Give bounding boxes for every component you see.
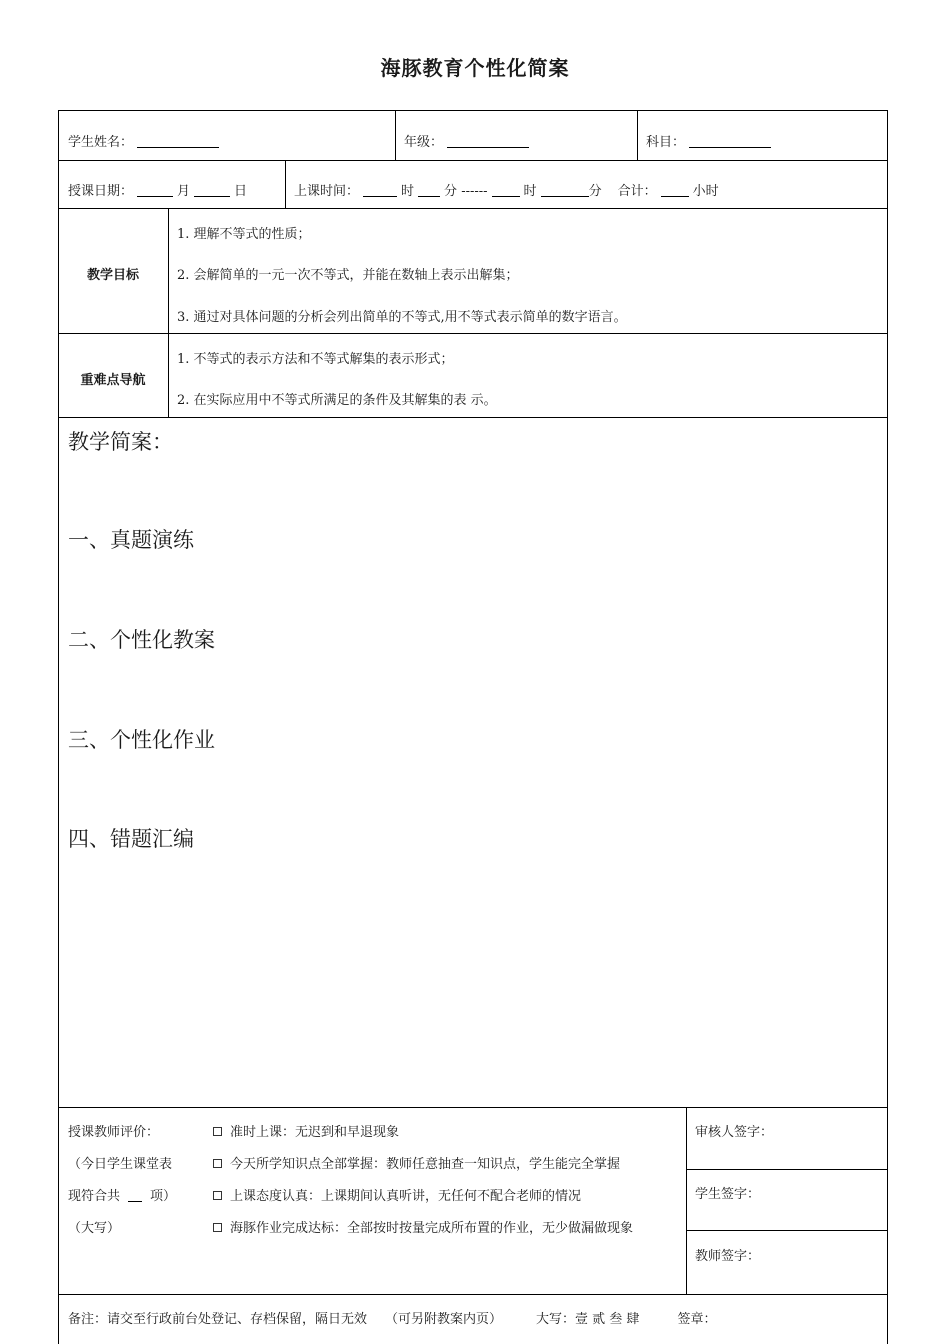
total-unit: 小时 bbox=[692, 184, 719, 199]
checkbox-item[interactable] bbox=[213, 1125, 399, 1141]
grade-field[interactable] bbox=[404, 135, 533, 151]
goals-label: 教学目标 bbox=[86, 268, 139, 283]
footer-note bbox=[68, 1312, 716, 1328]
grade-label: 年级： bbox=[404, 135, 444, 150]
checkbox-item[interactable] bbox=[213, 1157, 620, 1173]
footer-attach-text: （可另附教案内页） bbox=[385, 1312, 503, 1327]
goal-item: 3. 通过对具体问题的分析会列出简单的不等式,用不等式表示简单的数字语言。 bbox=[177, 310, 627, 325]
plan-heading: 教学简案： bbox=[68, 430, 173, 454]
subject-label: 科目： bbox=[646, 135, 686, 150]
plan-section: 四、错题汇编 bbox=[68, 827, 194, 851]
plan-section: 一、真题演练 bbox=[68, 528, 194, 552]
reviewer-signature-field[interactable]: 审核人签字： bbox=[695, 1125, 774, 1140]
focus-item: 1. 不等式的表示方法和不等式解集的表示形式； bbox=[177, 352, 454, 367]
checkbox-item[interactable] bbox=[213, 1221, 633, 1237]
day-label: 日 bbox=[234, 184, 248, 199]
evaluation-count-field[interactable] bbox=[68, 1189, 176, 1205]
goal-item: 1. 理解不等式的性质； bbox=[177, 227, 311, 242]
time-label: 上课时间： bbox=[294, 184, 360, 199]
evaluation-label: 授课教师评价： bbox=[68, 1125, 160, 1140]
plan-section: 三、个性化作业 bbox=[68, 728, 215, 752]
class-time-field[interactable] bbox=[294, 184, 719, 200]
time-dashes: ------ bbox=[461, 184, 488, 199]
evaluation-count-prefix: 现符合共 bbox=[68, 1189, 121, 1204]
teacher-signature-field[interactable]: 教师签字： bbox=[695, 1249, 761, 1264]
stamp-field[interactable]: 签章： bbox=[677, 1312, 717, 1327]
date-label: 授课日期： bbox=[68, 184, 134, 199]
evaluation-count-suffix: 项） bbox=[150, 1189, 177, 1204]
footer-note-text: 备注：请交至行政前台处登记、存档保留，隔日无效 bbox=[68, 1312, 368, 1327]
checkbox-item[interactable] bbox=[213, 1189, 581, 1205]
total-label: 合计： bbox=[617, 184, 657, 199]
checkbox-label: 上课态度认真：上课期间认真听讲，无任何不配合老师的情况 bbox=[230, 1189, 582, 1204]
checkbox-icon[interactable] bbox=[213, 1191, 222, 1200]
student-name-field[interactable] bbox=[68, 135, 223, 151]
checkbox-icon[interactable] bbox=[213, 1223, 222, 1232]
checkbox-icon[interactable] bbox=[213, 1159, 222, 1168]
checkbox-icon[interactable] bbox=[213, 1127, 222, 1136]
plan-section: 二、个性化教案 bbox=[68, 628, 215, 652]
hour-label-1: 时 bbox=[401, 184, 415, 199]
checkbox-label: 准时上课：无迟到和早退现象 bbox=[230, 1125, 400, 1140]
footer-capital-text: 大写：壹 贰 叁 肆 bbox=[536, 1312, 640, 1327]
subject-field[interactable] bbox=[646, 135, 775, 151]
focus-item: 2. 在实际应用中不等式所满足的条件及其解集的表 示。 bbox=[177, 393, 497, 408]
class-date-field[interactable] bbox=[68, 184, 247, 200]
minute-label-2: 分 bbox=[588, 184, 602, 199]
student-name-label: 学生姓名： bbox=[68, 135, 134, 150]
evaluation-label: （今日学生课堂表 bbox=[68, 1157, 173, 1172]
minute-label-1: 分 bbox=[444, 184, 458, 199]
focus-label: 重难点导航 bbox=[80, 373, 146, 388]
student-signature-field[interactable]: 学生签字： bbox=[695, 1187, 761, 1202]
hour-label-2: 时 bbox=[523, 184, 537, 199]
month-label: 月 bbox=[177, 184, 191, 199]
goal-item: 2. 会解简单的一元一次不等式，并能在数轴上表示出解集； bbox=[177, 268, 519, 283]
evaluation-label: （大写） bbox=[68, 1221, 121, 1236]
page-title: 海豚教育个性化简案 bbox=[380, 56, 570, 80]
checkbox-label: 今天所学知识点全部掌握：教师任意抽查一知识点，学生能完全掌握 bbox=[230, 1157, 621, 1172]
checkbox-label: 海豚作业完成达标：全部按时按量完成所布置的作业，无少做漏做现象 bbox=[230, 1221, 634, 1236]
